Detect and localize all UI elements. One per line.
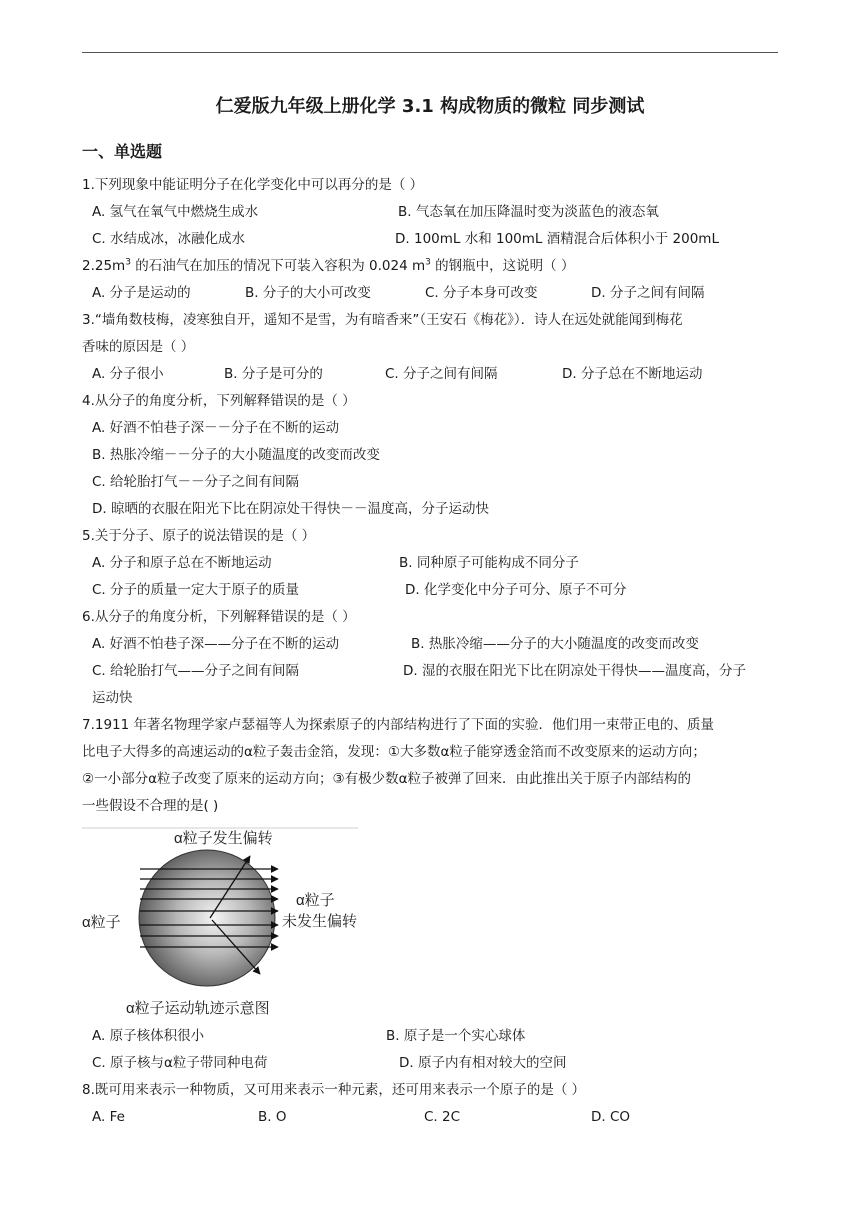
label-alpha: α粒子	[82, 914, 121, 931]
q7-option-a: A. 原子核体积很小	[92, 1028, 205, 1044]
q3-stem-line2: 香味的原因是（ ）	[82, 339, 195, 355]
q4-option-b: B. 热胀冷缩－－分子的大小随温度的改变而改变	[92, 447, 380, 463]
q3-option-c: C. 分子之间有间隔	[385, 366, 498, 382]
q8-option-d: D. CO	[591, 1109, 631, 1125]
label-deflected: α粒子发生偏转	[174, 830, 273, 847]
label-undeflected-2: 未发生偏转	[282, 913, 358, 930]
figure-caption: α粒子运动轨迹示意图	[126, 1000, 270, 1017]
top-rule	[82, 52, 778, 53]
q2-stem-part2: 的石油气在加压的情况下可装入容积为 0.024 m	[130, 258, 426, 274]
page-title: 仁爱版九年级上册化学 3.1 构成物质的微粒 同步测试	[215, 96, 645, 117]
atom-sphere	[139, 850, 275, 986]
q3-option-a: A. 分子很小	[92, 366, 164, 382]
q5-option-c: C. 分子的质量一定大于原子的质量	[92, 582, 300, 598]
q1-option-c: C. 水结成冰，冰融化成水	[92, 231, 246, 247]
q7-stem-line2: 比电子大得多的高速运动的α粒子轰击金箔，发现：①大多数α粒子能穿透金箔而不改变原来的运动方向；	[82, 744, 706, 760]
q3-stem-line1: 3.“墙角数枝梅，凌寒独自开，遥知不是雪，为有暗香来”（王安石《梅花》）．诗人在远处就能闻到梅花	[82, 312, 683, 328]
q1-option-b: B. 气态氧在加压降温时变为淡蓝色的液态氧	[398, 204, 659, 220]
q7-option-c: C. 原子核与α粒子带同种电荷	[92, 1055, 268, 1071]
q1-option-a: A. 氢气在氧气中燃烧生成水	[92, 204, 259, 220]
section-heading: 一、单选题	[82, 142, 163, 161]
q2-stem-part1: 2.25m	[82, 258, 126, 274]
q6-option-d-line2: 运动快	[92, 690, 133, 706]
q3-option-d: D. 分子总在不断地运动	[562, 366, 703, 382]
q7-stem-line3: ②一小部分α粒子改变了原来的运动方向；③有极少数α粒子被弹了回来．由此推出关于原子内部结构的	[82, 771, 692, 787]
q2-stem-part3: 的钢瓶中，这说明（ ）	[430, 258, 575, 274]
q8-option-b: B. O	[258, 1109, 287, 1125]
q2-option-d: D. 分子之间有间隔	[591, 285, 705, 301]
q1-option-d: D. 100mL 水和 100mL 酒精混合后体积小于 200mL	[395, 231, 719, 247]
q2-option-a: A. 分子是运动的	[92, 285, 191, 301]
q7-stem-line4: 一些假设不合理的是( )	[82, 798, 219, 814]
q6-option-d-line1: D. 湿的衣服在阳光下比在阴凉处干得快——温度高，分子	[403, 663, 746, 679]
q7-option-b: B. 原子是一个实心球体	[386, 1028, 526, 1044]
q8-option-a: A. Fe	[92, 1109, 125, 1125]
q2-sup1: 3	[125, 257, 131, 268]
q1-stem: 1.下列现象中能证明分子在化学变化中可以再分的是（ ）	[82, 177, 424, 193]
q4-option-c: C. 给轮胎打气－－分子之间有间隔	[92, 474, 300, 490]
alpha-scattering-diagram	[82, 826, 362, 1022]
q3-option-b: B. 分子是可分的	[224, 366, 323, 382]
q2-sup2: 3	[425, 257, 431, 268]
q2-option-b: B. 分子的大小可改变	[245, 285, 371, 301]
q6-stem: 6.从分子的角度分析，下列解释错误的是（ ）	[82, 609, 356, 625]
q6-option-c: C. 给轮胎打气——分子之间有间隔	[92, 663, 300, 679]
q4-option-d: D. 晾晒的衣服在阳光下比在阴凉处干得快－－温度高，分子运动快	[92, 501, 489, 517]
label-undeflected-1: α粒子	[296, 892, 335, 909]
q4-option-a: A. 好酒不怕巷子深－－分子在不断的运动	[92, 420, 340, 436]
q6-option-b: B. 热胀冷缩——分子的大小随温度的改变而改变	[411, 636, 699, 652]
q5-option-d: D. 化学变化中分子可分、原子不可分	[405, 582, 627, 598]
q2-option-c: C. 分子本身可改变	[425, 285, 538, 301]
q2-stem	[82, 256, 574, 276]
q4-stem: 4.从分子的角度分析，下列解释错误的是（ ）	[82, 393, 356, 409]
q5-option-b: B. 同种原子可能构成不同分子	[399, 555, 579, 571]
q8-option-c: C. 2C	[424, 1109, 461, 1125]
q7-stem-line1: 7.1911 年著名物理学家卢瑟福等人为探索原子的内部结构进行了下面的实验．他们用一束带正电的、质量	[82, 717, 715, 733]
q5-stem: 5.关于分子、原子的说法错误的是（ ）	[82, 528, 316, 544]
q5-option-a: A. 分子和原子总在不断地运动	[92, 555, 272, 571]
q6-option-a: A. 好酒不怕巷子深——分子在不断的运动	[92, 636, 340, 652]
q8-stem: 8.既可用来表示一种物质，又可用来表示一种元素，还可用来表示一个原子的是（ ）	[82, 1082, 586, 1098]
q7-option-d: D. 原子内有相对较大的空间	[399, 1055, 567, 1071]
